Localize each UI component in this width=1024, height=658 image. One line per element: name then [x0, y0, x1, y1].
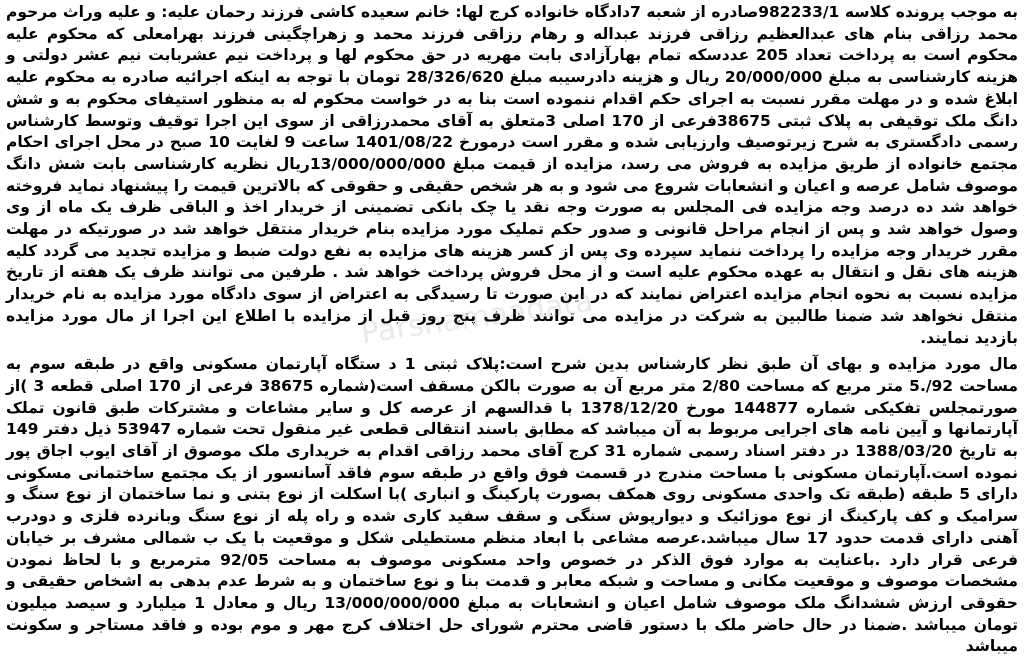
- notice-paragraph-2: مال مورد مزایده و بهای آن طبق نظر کارشناس بدین شرح است:پلاک ثبتی 1 د ستگاه آپارتمان مسکونی واقع در طبقه سوم به مساحت 92/.5 متر مربع که مساحت 2/80 متر مربع آن به صورت بالکن مسقف است(شماره 38675 فرعی از 170 اصلی قطعه 3 )از صورتمجلس تفکیکی شماره 144877 مورخ 1378/12/20 با قدالسهم از عرصه کل و سایر مشاعات و مشترکات طبق قانون تملک آپارتمانها و آیین نامه های اجرایی مربوط به آن میباشد که مطابق باسند انتقالی قطعی غیر منقول تحت شماره 53947 ذیل دفتر 149 به تاریخ 1388/03/20 در دفتر اسناد رسمی شماره 31 کرج آقای محمد رزاقی اقدام به خریداری ملک موصوق از آقای ایوب اجاق پور نموده است.آپارتمان مسکونی با مساحت مندرج در قسمت فوق واقع در طبقه سوم فاقد آسانسور از یک مجتمع ساختمانی مسکونی دارای 5 طبقه (طبقه تک واحدی مسکونی روی همکف بصورت پارکینگ و انباری )با اسکلت از نوع بتنی و نما ساختمان از نوع سنگ و سرامیک و کف پارکینگ از نوع موزائیک و دیوارپوش سنگی و سقف سفید کاری شده و راه پله از نوع سنگ وبانرده فلزی و دودرب آهنی دارای قدمت حدود 17 سال میباشد.عرصه مشاعی با ابعاد منظم مستطیلی شکل و موقعیت با یک ب شمالی مشرف بر خیابان فرعی قرار دارد .باعنایت به موارد فوق الذکر در خصوص واحد مسکونی موصوف به مساحت 92/05 مترمربع و با لحاظ نمودن مشخصات موصوف و موقعیت مکانی و مساحت و شبکه معابر و قدمت بنا و نوع ساختمان و به شرط عدم بدهی به اشخاص حقیقی و حقوقی ارزش ششدانگ ملک موصوف شامل اعیان و انشعابات به مبلغ 13/000/000/000 ریال و معادل 1 میلیارد و سیصد میلیون تومان میباشد .ضمنا در حال حاضر ملک با دستور قاضی محترم شورای حل اختلاف کرج مهر و موم بوده و فاقد مستاجر و سکونت میباشد: [6, 355, 1019, 656]
- watermark-logo: Parsnamaadata: [358, 283, 596, 352]
- notice-paragraph-1: به موجب پرونده کلاسه 982233/1صادره از شعبه 7دادگاه خانواده کرج لها: خانم سعیده کاشی فرزند رحمان علیه: و علیه وراث مرحوم محمد رزاقی بنام های عبدالعظیم رزاقی فرزند عبداله و رهام رزاقی فرزند محمد و زهراچگینی فرزند بهرامعلی که محکوم علیه محکوم است به پرداخت تعداد 205 عددسکه تمام بهارآزادی بابت مهریه در حق محکوم لها و پرداخت نیم عشربابت نیم عشر دولتی و هزینه کارشناسی به مبلغ 20/000/000 ریال و هزینه دادرسیبه مبلغ 28/326/620 تومان با توجه به اینکه اجرائیه صادره به محکوم علیه ابلاغ شده و در مهلت مقرر نسبت به اجرای حکم اقدام ننموده است بنا به در خواست محکوم له به منظور استیفای محکوم به و شش دانگ ملک توقیفی به پلاک ثبتی 38675فرعی از 170 اصلی 3متعلق به آقای محمدرزاقی از سوی این اجرا توقیف وتوسط کارشناس رسمی دادگستری به شرح زیرتوصیف وارزیابی شده و مقرر است درمورخ 1401/08/22 ساعت 9 لغایت 10 صبح در محل اجرای احکام مجتمع خانواده از طریق مزایده به فروش می رسد، مزایده از قیمت مبلغ 13/000/000/000ریال نظریه کارشناسی بابت شش دانگ موصوف شامل عرصه و اعیان و انشعابات شروع می شود و به هر شخص حقیقی و حقوقی که بالاترین قیمت را پیشنهاد نماید فروخته خواهد شد ده درصد وجه مزایده فی المجلس به صورت وجه نقد یا چک بانکی تضمینی از خریدار اخذ و الباقی ظرف یک ماه از وی وصول خواهد شد و پس از انجام مراحل قانونی و صدور حکم تملیک مورد مزایده بنام خریدار منتقل خواهد شد در صورتیکه در مهلت مقرر خریدار وجه مزایده را پرداخت ننماید سپرده وی پس از کسر هزینه های مزایده به نفع دولت ضبط و مزایده تجدید می گردد کلیه هزینه های نقل و انتقال به عهده محکوم علیه است و از محل فروش پرداخت خواهد شد . طرفین می توانند ظرف یک هفته از تاریخ مزایده نسبت به نحوه انجام مزایده اعتراض نمایند که در این صورت تا رسیدگی به اعتراض از سوی دادگاه مورد مزایده به نام خریدار منتقل نخواهد شد ضمنا طالبین به شرکت در مزایده می توانند ظرف پنج روز قبل از مزایده با اطلاع این اجرا از مال مورد مزایده بازدید نمایند.: [6, 3, 1019, 347]
